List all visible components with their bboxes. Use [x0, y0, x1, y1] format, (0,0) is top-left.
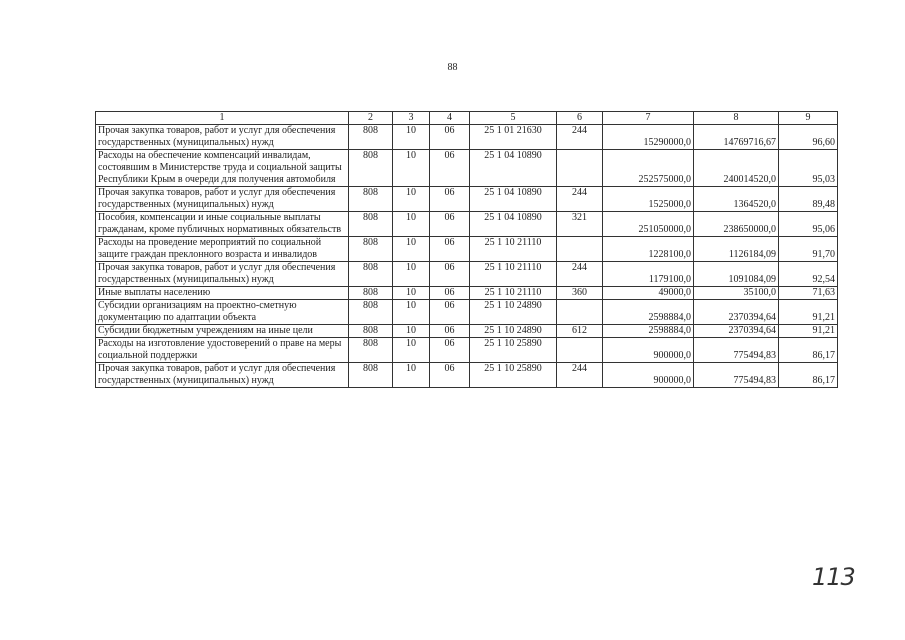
cell-col-7: 1525000,0: [603, 187, 694, 212]
cell-col-3: 10: [393, 237, 430, 262]
cell-col-8: 2370394,64: [694, 325, 779, 338]
header-cell: 2: [349, 112, 393, 125]
cell-col-2: 808: [349, 150, 393, 187]
cell-col-5: 25 1 10 25890: [470, 363, 557, 388]
cell-col-7: 2598884,0: [603, 325, 694, 338]
cell-col-9: 86,17: [779, 338, 838, 363]
cell-col-3: 10: [393, 338, 430, 363]
header-cell: 8: [694, 112, 779, 125]
cell-col-3: 10: [393, 262, 430, 287]
cell-col-2: 808: [349, 262, 393, 287]
header-cell: 5: [470, 112, 557, 125]
cell-col-6: [557, 338, 603, 363]
cell-col-2: 808: [349, 212, 393, 237]
cell-col-5: 25 1 10 21110: [470, 262, 557, 287]
cell-col-9: 89,48: [779, 187, 838, 212]
cell-row-name: Прочая закупка товаров, работ и услуг для обеспечения государственных (муниципальных) нужд: [96, 187, 349, 212]
cell-col-9: 91,21: [779, 300, 838, 325]
cell-col-2: 808: [349, 363, 393, 388]
cell-col-5: 25 1 04 10890: [470, 150, 557, 187]
cell-row-name: Расходы на обеспечение компенсаций инвалидам, состоявшим в Министерстве труда и социальной защиты Республики Крым в очереди для получения автомобиля: [96, 150, 349, 187]
cell-col-4: 06: [430, 187, 470, 212]
header-cell: 7: [603, 112, 694, 125]
cell-col-4: 06: [430, 338, 470, 363]
cell-col-3: 10: [393, 212, 430, 237]
cell-row-name: Прочая закупка товаров, работ и услуг для обеспечения государственных (муниципальных) нужд: [96, 363, 349, 388]
cell-col-2: 808: [349, 125, 393, 150]
cell-col-7: 1228100,0: [603, 237, 694, 262]
cell-col-5: 25 1 10 21110: [470, 287, 557, 300]
cell-row-name: Субсидии организациям на проектно-сметную документацию по адаптации объекта: [96, 300, 349, 325]
cell-col-2: 808: [349, 300, 393, 325]
cell-col-6: 360: [557, 287, 603, 300]
cell-row-name: Пособия, компенсации и иные социальные выплаты гражданам, кроме публичных нормативных обязательств: [96, 212, 349, 237]
cell-row-name: Расходы на проведение мероприятий по социальной защите граждан преклонного возраста и инвалидов: [96, 237, 349, 262]
cell-col-8: 238650000,0: [694, 212, 779, 237]
table-row: [96, 262, 838, 287]
header-cell: 1: [96, 112, 349, 125]
cell-col-7: 15290000,0: [603, 125, 694, 150]
cell-row-name: Прочая закупка товаров, работ и услуг для обеспечения государственных (муниципальных) нужд: [96, 262, 349, 287]
cell-col-3: 10: [393, 300, 430, 325]
cell-col-9: 91,21: [779, 325, 838, 338]
cell-col-8: 775494,83: [694, 338, 779, 363]
cell-col-6: 244: [557, 187, 603, 212]
table-row: [96, 287, 838, 300]
table-row: [96, 237, 838, 262]
cell-col-6: [557, 300, 603, 325]
table-row: [96, 300, 838, 325]
cell-col-9: 92,54: [779, 262, 838, 287]
cell-col-4: 06: [430, 300, 470, 325]
table-row: [96, 363, 838, 388]
cell-col-4: 06: [430, 287, 470, 300]
cell-col-5: 25 1 10 25890: [470, 338, 557, 363]
table-row: [96, 338, 838, 363]
cell-col-4: 06: [430, 237, 470, 262]
cell-col-9: 91,70: [779, 237, 838, 262]
cell-col-3: 10: [393, 125, 430, 150]
cell-col-8: 14769716,67: [694, 125, 779, 150]
header-cell: 9: [779, 112, 838, 125]
cell-col-4: 06: [430, 363, 470, 388]
cell-col-5: 25 1 01 21630: [470, 125, 557, 150]
cell-col-2: 808: [349, 187, 393, 212]
cell-col-4: 06: [430, 262, 470, 287]
cell-row-name: Иные выплаты населению: [96, 287, 349, 300]
table-row: [96, 187, 838, 212]
table-row: [96, 150, 838, 187]
cell-col-7: 900000,0: [603, 338, 694, 363]
cell-col-6: 612: [557, 325, 603, 338]
cell-col-9: 96,60: [779, 125, 838, 150]
cell-col-7: 2598884,0: [603, 300, 694, 325]
cell-col-6: 321: [557, 212, 603, 237]
cell-row-name: Прочая закупка товаров, работ и услуг для обеспечения государственных (муниципальных) нужд: [96, 125, 349, 150]
cell-col-9: 86,17: [779, 363, 838, 388]
cell-col-8: 240014520,0: [694, 150, 779, 187]
header-cell: 4: [430, 112, 470, 125]
table-row: [96, 212, 838, 237]
cell-col-5: 25 1 10 24890: [470, 325, 557, 338]
cell-col-9: 71,63: [779, 287, 838, 300]
cell-col-3: 10: [393, 325, 430, 338]
budget-table: [95, 111, 838, 388]
cell-row-name: Субсидии бюджетным учреждениям на иные цели: [96, 325, 349, 338]
cell-col-7: 252575000,0: [603, 150, 694, 187]
cell-col-4: 06: [430, 212, 470, 237]
cell-col-8: 35100,0: [694, 287, 779, 300]
cell-col-8: 775494,83: [694, 363, 779, 388]
cell-col-8: 2370394,64: [694, 300, 779, 325]
cell-col-5: 25 1 04 10890: [470, 212, 557, 237]
table-row: [96, 125, 838, 150]
cell-row-name: Расходы на изготовление удостоверений о праве на меры социальной поддержки: [96, 338, 349, 363]
cell-col-3: 10: [393, 150, 430, 187]
cell-col-3: 10: [393, 363, 430, 388]
cell-col-6: [557, 237, 603, 262]
cell-col-8: 1126184,09: [694, 237, 779, 262]
cell-col-2: 808: [349, 237, 393, 262]
cell-col-2: 808: [349, 338, 393, 363]
header-cell: 6: [557, 112, 603, 125]
cell-col-3: 10: [393, 187, 430, 212]
header-row: [96, 112, 838, 125]
cell-col-6: 244: [557, 125, 603, 150]
cell-col-7: 1179100,0: [603, 262, 694, 287]
cell-col-4: 06: [430, 150, 470, 187]
cell-col-3: 10: [393, 287, 430, 300]
handwritten-page-number: 113: [812, 563, 855, 591]
cell-col-7: 900000,0: [603, 363, 694, 388]
cell-col-5: 25 1 10 24890: [470, 300, 557, 325]
cell-col-6: 244: [557, 363, 603, 388]
cell-col-8: 1091084,09: [694, 262, 779, 287]
table-row: [96, 325, 838, 338]
cell-col-5: 25 1 10 21110: [470, 237, 557, 262]
cell-col-4: 06: [430, 325, 470, 338]
cell-col-7: 251050000,0: [603, 212, 694, 237]
cell-col-7: 49000,0: [603, 287, 694, 300]
cell-col-9: 95,06: [779, 212, 838, 237]
cell-col-2: 808: [349, 287, 393, 300]
header-cell: 3: [393, 112, 430, 125]
cell-col-4: 06: [430, 125, 470, 150]
page-number: 88: [447, 62, 458, 73]
cell-col-9: 95,03: [779, 150, 838, 187]
cell-col-6: [557, 150, 603, 187]
cell-col-6: 244: [557, 262, 603, 287]
cell-col-5: 25 1 04 10890: [470, 187, 557, 212]
cell-col-8: 1364520,0: [694, 187, 779, 212]
cell-col-2: 808: [349, 325, 393, 338]
